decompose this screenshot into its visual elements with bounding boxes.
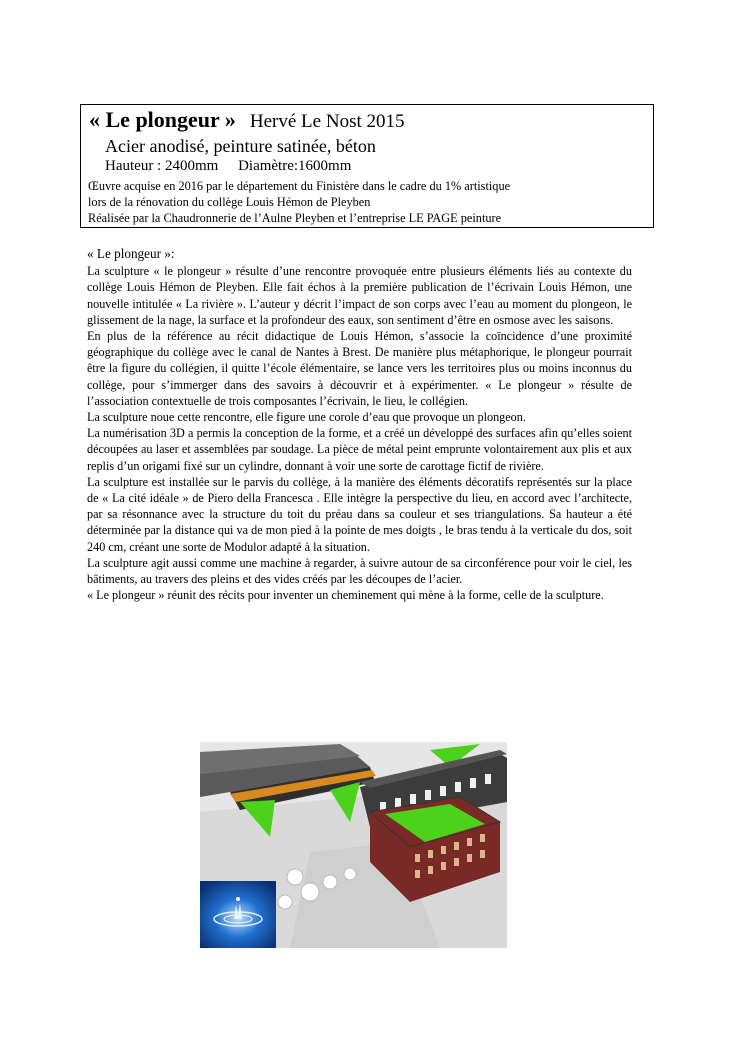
water-splash-photo (200, 881, 276, 948)
paragraph: La sculpture « le plongeur » résulte d’une rencontre provoquée entre plusieurs éléments liés au contexte du collège Louis Hémon de Pleyben. Elle fait échos à la première publication de l’écrivain Louis Hémon, une nouvelle intitulée « La rivière ». L’auteur y décrit l’impact de son corps avec l’eau au moment du plongeon, le glissement de la nage, la surface et la profondeur des eaux, son sentiment d’être en osmose avec les saisons. (87, 264, 632, 327)
diameter-dimension: Diamètre:1600mm (238, 158, 352, 174)
artwork-title: « Le plongeur » (89, 107, 236, 132)
paragraph: En plus de la référence au récit didactique de Louis Hémon, s’associe la coïncidence d’une proximité géographique du collège avec le canal de Nantes à Brest. De manière plus métaphorique, le plongeur pourrait être la figure du collégien, il quitte l’école élémentaire, se lance vers les territoires plus ou moins inconnus du collège, pour s’immerger dans des savoirs à découvrir et à expérimenter. « Le plongeur » résulte de l’association contextuelle de trois composantes l’écrivain, le lieu, le collégien. (87, 329, 632, 408)
section-heading: « Le plongeur »: (87, 246, 175, 261)
dimensions (105, 158, 351, 175)
paragraph: La sculpture agit aussi comme une machine à regarder, à suivre autour de sa circonférence pour voir le ciel, les bâtiments, au travers des pleins et des vides créés par les découpes de l’acier. (87, 555, 632, 587)
tree (323, 875, 337, 889)
acquisition-line-1: Œuvre acquise en 2016 par le département du Finistère dans le cadre du 1% artistique (88, 179, 511, 193)
tree (287, 869, 303, 885)
tree (301, 883, 319, 901)
height-dimension: Hauteur : 2400mm (105, 158, 219, 174)
paragraph: La sculpture noue cette rencontre, elle figure une corole d’eau que provoque un plongeon. (87, 410, 526, 425)
artwork-info-box (80, 104, 654, 228)
tree (278, 895, 292, 909)
title-line (89, 107, 405, 133)
artist-and-year: Hervé Le Nost 2015 (249, 111, 405, 132)
description-text (87, 246, 632, 603)
paragraph: La sculpture est installée sur le parvis du collège, à la manière des éléments décoratifs représentés sur la place de « La cité idéale » de Piero della Francesca . Elle intègre la perspective du lieu, en accord avec l’architecte, par sa résonnance avec la structure du toit du préau dans sa couleur et ses triangulations. Sa hauteur a été déterminée par la distance qui va de mon pied à la pointe de mes doigts , le bras tendu à la verticale du dos, soit 240 cm, créant une sorte de Modulor adapté à la situation. (87, 474, 632, 554)
architectural-rendering (200, 742, 507, 948)
paragraph: La numérisation 3D a permis la conception de la forme, et a créé un développé des surfaces afin qu’elles soient découpées au laser et assemblées par soudage. La pièce de métal peint emprunte volontairement aux plis et aux replis d’un origami fixé sur un cylindre, donnant à voir une sorte de carottage fictif de rivière. (87, 426, 632, 473)
materials: Acier anodisé, peinture satinée, béton (105, 136, 376, 156)
production-credit: Réalisée par la Chaudronnerie de l’Aulne Pleyben et l’entreprise LE PAGE peinture (88, 211, 502, 225)
paragraph: « Le plongeur » réunit des récits pour inventer un cheminement qui mène à la forme, celle de la sculpture. (87, 588, 604, 603)
tree (344, 868, 356, 880)
acquisition-line-2: lors de la rénovation du collège Louis Hémon de Pleyben (88, 195, 371, 209)
